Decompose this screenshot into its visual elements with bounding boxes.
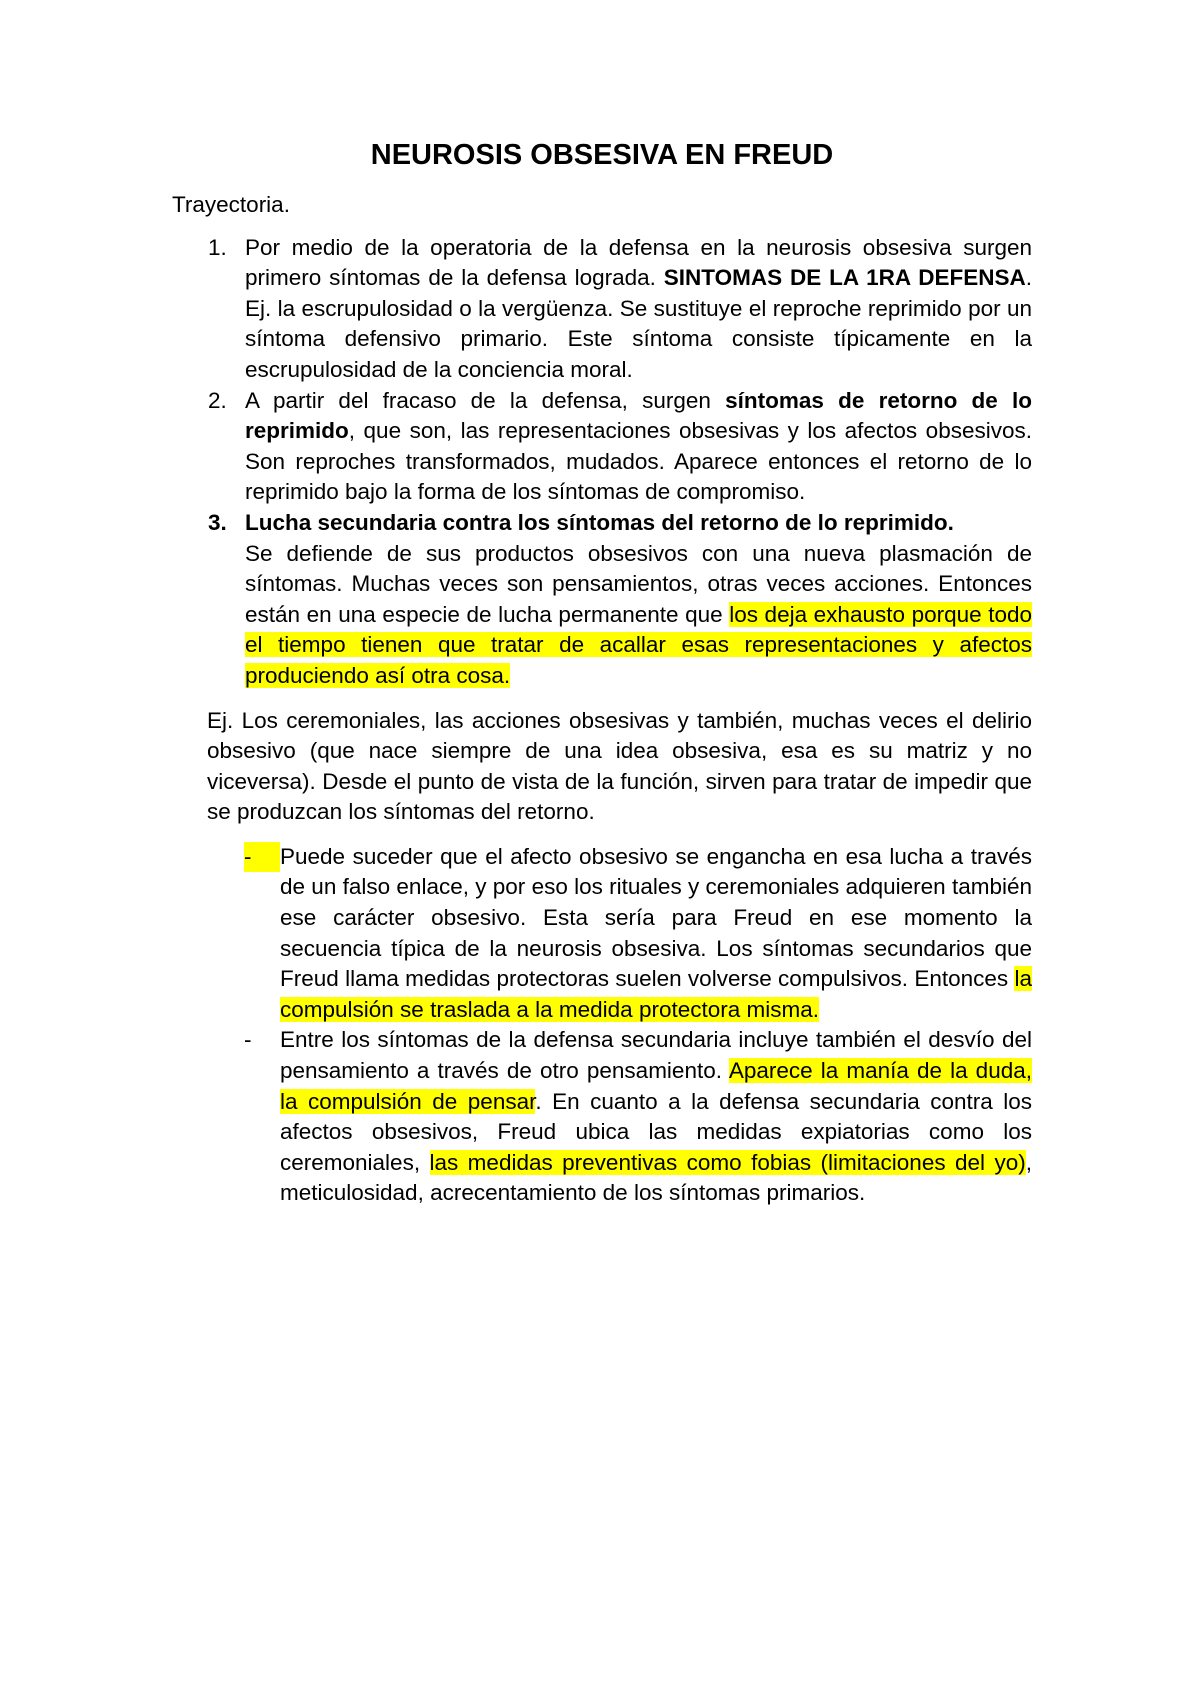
dash-2-text-b: . En cuanto a la defensa secundaria contra los afectos obsesivos, Freud ubica las medidas expiatorias como los ceremoniales, [280,1088,1032,1175]
dash-item-2 [172,1025,1032,1209]
item-number: 2. [208,387,227,413]
dash-marker: - [244,842,280,872]
dash-2-text-a: Entre los síntomas de la defensa secundaria incluye también el desvío del pensamiento a través de otro pensamiento. [280,1027,1032,1084]
dash-1-highlight-text: la compulsión se traslada a la medida protectora misma. [280,966,1032,1022]
item-2-text-a: A partir del fracaso de la defensa, surgen [245,387,726,413]
item-1-text-b: . Ej. la escrupulosidad o la vergüenza. Se sustituye el reproche reprimido por un síntoma defensivo primario. Este síntoma consiste típicamente en la escrupulosidad de la conciencia moral. [245,265,1033,382]
numbered-item-2 [172,386,1032,508]
dash-1-text-a: Puede suceder que el afecto obsesivo se engancha en esa lucha a través de un falso enlace, y por eso los rituales y ceremoniales adquieren también ese carácter obsesivo. Esta sería para Freud en ese momento la secuencia típica de la neurosis obsesiva. Los síntomas secundarios que Freud llama medidas protectoras suelen volverse compulsivos. Entonces [280,843,1032,992]
numbered-item-1 [172,233,1032,386]
item-3-text-a: Se defiende de sus productos obsesivos con una nueva plasmación de síntomas. Muchas veces son pensamientos, otras veces acciones. Entonces están en una especie de lucha permanente que [245,540,1032,627]
example-paragraph: Ej. Los ceremoniales, las acciones obsesivas y también, muchas veces el delirio obsesivo (que nace siempre de una idea obsesiva, esa es su matriz y no viceversa). Desde el punto de vista de la función, sirven para tratar de impedir que se produzcan los síntomas del retorno. [207,707,1032,825]
dash-2-highlight-text-b: las medidas preventivas como fobias (limitaciones del yo) [429,1149,1026,1175]
numbered-list [172,233,1032,692]
dash-2-highlight-text-a: Aparece la manía de la duda, la compulsión de pensar [280,1058,1032,1114]
intro-line: Trayectoria. [172,192,290,217]
item-2-bold-text: síntomas de retorno de lo reprimido [245,387,1032,444]
dash-list [172,842,1032,1209]
item-2-text-b: , que son, las representaciones obsesivas y los afectos obsesivos. Son reproches transformados, mudados. Aparece entonces el retorno de lo reprimido bajo la forma de los síntomas de compromiso. [245,418,1032,505]
numbered-item-3 [172,508,1032,692]
dash-marker: - [244,1027,252,1053]
item-number: 3. [208,509,227,535]
dash-item-1 [172,842,1032,1026]
item-1-text-a: Por medio de la operatoria de la defensa en la neurosis obsesiva surgen primero síntomas de la defensa lograda. [245,234,1032,291]
document-page [172,138,1032,1209]
item-1-bold-text: SINTOMAS DE LA 1RA DEFENSA [663,265,1026,291]
document-title: NEUROSIS OBSESIVA EN FREUD [370,139,834,171]
item-3-highlight-text: los deja exhausto porque todo el tiempo tienen que tratar de acallar esas representaciones y afectos produciendo así otra cosa. [245,601,1032,688]
item-number: 1. [208,234,227,260]
dash-2-text-c: , meticulosidad, acrecentamiento de los síntomas primarios. [280,1149,1032,1206]
item-3-heading: Lucha secundaria contra los síntomas del retorno de lo reprimido. [245,509,954,535]
